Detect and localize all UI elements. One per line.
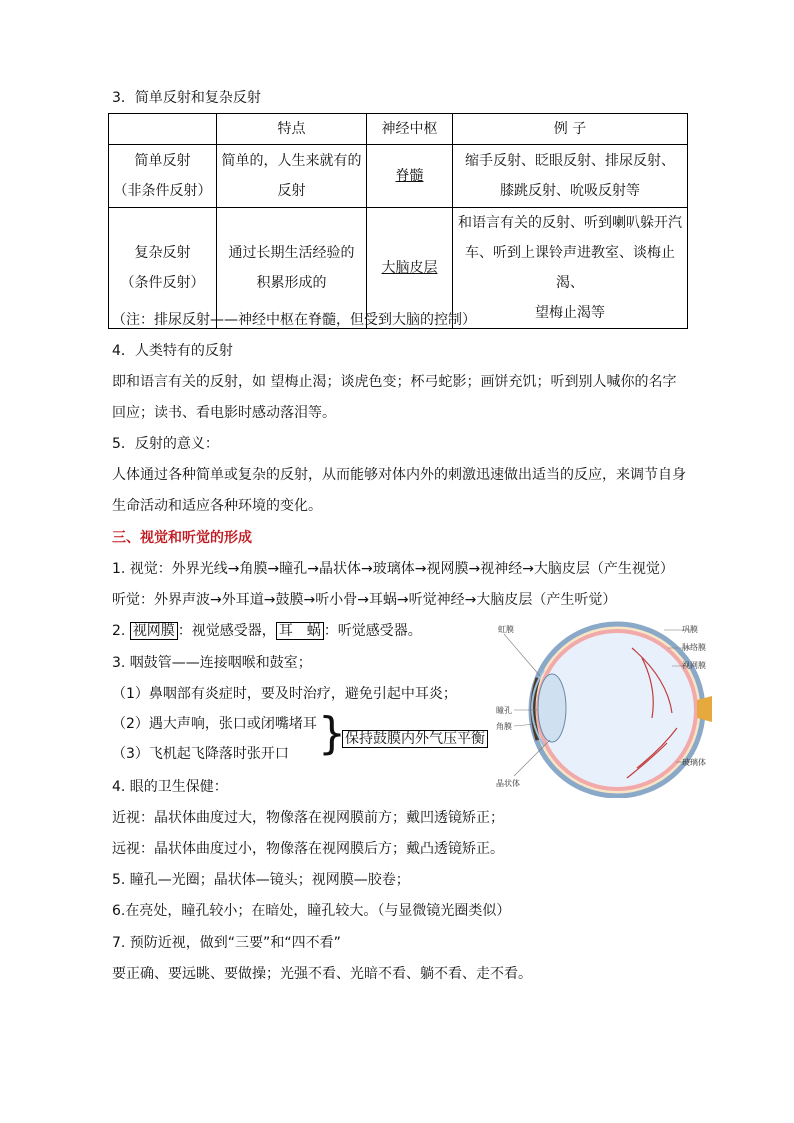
eustachian-tube-line: 3. 咽鼓管——连接咽喉和鼓室； (112, 655, 312, 671)
eye-label-retina: 视网膜 (682, 661, 706, 670)
table-cell-name (109, 145, 217, 208)
eye-label-choroid: 脉络膜 (682, 643, 706, 652)
section-4-text-1: 即和语言有关的反射，如 望梅止渴；谈虎色变；杯弓蛇影；画饼充饥；听到别人喊你的名字 (112, 374, 677, 390)
eye-diagram-icon (492, 618, 712, 798)
cochlea-term: 耳 蜗 (276, 622, 324, 640)
cell-line: 简单反射 (134, 153, 191, 169)
cell-line: 望梅止渴等 (535, 305, 605, 321)
section-4-title: 4．人类特有的反射 (112, 343, 233, 359)
cell-line: 简单的，人生来就有的 (221, 153, 362, 169)
pressure-balance-text: 保持鼓膜内外气压平衡 (342, 730, 488, 748)
myopia-text: 近视：晶状体曲度过大，物像落在视网膜前方；戴凹透镜矫正； (112, 810, 504, 826)
eustachian-item-2: （2）遇大声响，张口或闭嘴堵耳 (112, 716, 317, 732)
cell-line: 脊髓 (395, 168, 424, 184)
table-cell-examples (453, 145, 688, 208)
receptor-prefix: 2. (112, 623, 130, 639)
cell-line: 积累形成的 (256, 275, 327, 291)
receptor-mid: ：视觉感受器， (177, 623, 276, 639)
cell-line: 缩手反射、眨眼反射、排尿反射、 (465, 153, 675, 169)
eye-label-pupil: 瞳孔 (496, 706, 512, 715)
cell-line: 膝跳反射、吮吸反射等 (500, 183, 640, 199)
table-header-cell: 神经中枢 (367, 114, 453, 145)
receptor-line (112, 621, 422, 641)
cell-line: 复杂反射 (134, 245, 191, 261)
table-header-cell (109, 114, 217, 145)
cell-line: （非条件反射） (113, 183, 212, 199)
cell-line: 通过长期生活经验的 (228, 245, 355, 261)
eye-label-lens: 晶状体 (496, 779, 520, 788)
cell-line: 和语言有关的反射、听到喇叭躲开汽 (458, 215, 682, 231)
table-cell-feature (217, 145, 367, 208)
table-header-cell: 例 子 (453, 114, 688, 145)
prevent-myopia-title: 7. 预防近视，做到“三要”和“四不看” (112, 935, 341, 951)
section-5-title: 5．反射的意义： (112, 436, 219, 452)
cell-line: （条件反射） (120, 275, 205, 291)
receptor-suffix: ：听觉感受器。 (323, 623, 422, 639)
section-5-text-2: 生命活动和适应各种环境的变化。 (112, 498, 322, 514)
table-cell-examples (453, 208, 688, 329)
eustachian-item-3: （3）飞机起飞降落时张开口 (112, 746, 289, 762)
eustachian-item-1: （1）鼻咽部有炎症时，要及时治疗，避免引起中耳炎； (112, 686, 457, 702)
table-header-cell: 特点 (217, 114, 367, 145)
cell-line: 反射 (277, 183, 306, 199)
hyperopia-text: 远视：晶状体曲度过小，物像落在视网膜后方；戴凸透镜矫正。 (112, 841, 504, 857)
pressure-balance-box (342, 729, 488, 749)
vision-path: 1. 视觉：外界光线→角膜→瞳孔→晶状体→玻璃体→视网膜→视神经→大脑皮层（产生视觉） (112, 561, 674, 577)
eye-label-vitreous: 玻璃体 (682, 758, 706, 767)
section-4-text-2: 回应；读书、看电影时感动落泪等。 (112, 405, 336, 421)
camera-analogy: 5. 瞳孔—光圈；晶状体—镜头；视网膜—胶卷； (112, 872, 410, 888)
eye-label-sclera: 巩膜 (682, 625, 698, 634)
eye-label-iris: 虹膜 (498, 625, 514, 634)
eye-hygiene-title: 4. 眼的卫生保健： (112, 779, 228, 795)
note-text: （注：排尿反射——神经中枢在脊髓，但受到大脑的控制） (112, 312, 476, 328)
brace-icon: } (318, 708, 346, 759)
section-5-text-1: 人体通过各种简单或复杂的反射，从而能够对体内外的刺激迅速做出适当的反应，来调节自身 (112, 467, 686, 483)
table-cell-center (367, 145, 453, 208)
hearing-path: 听觉：外界声波→外耳道→鼓膜→听小骨→耳蜗→听觉神经→大脑皮层（产生听觉） (112, 592, 617, 608)
retina-term: 视网膜 (130, 622, 178, 640)
table-header-row (109, 114, 688, 145)
eye-label-cornea: 角膜 (496, 722, 512, 731)
section-3-title: 3．简单反射和复杂反射 (112, 90, 261, 106)
section-three-heading: 三、视觉和听觉的形成 (112, 530, 252, 546)
cell-line: 车、听到上课铃声进教室、谈梅止渴、 (465, 245, 675, 291)
table-row (109, 145, 688, 208)
pupil-size-text: 6.在亮处，瞳孔较小；在暗处，瞳孔较大。（与显微镜光圈类似） (112, 903, 511, 919)
prevent-myopia-text: 要正确、要远眺、要做操；光强不看、光暗不看、躺不看、走不看。 (112, 966, 532, 982)
reflex-table (108, 113, 688, 329)
cell-line: 大脑皮层 (381, 260, 438, 276)
